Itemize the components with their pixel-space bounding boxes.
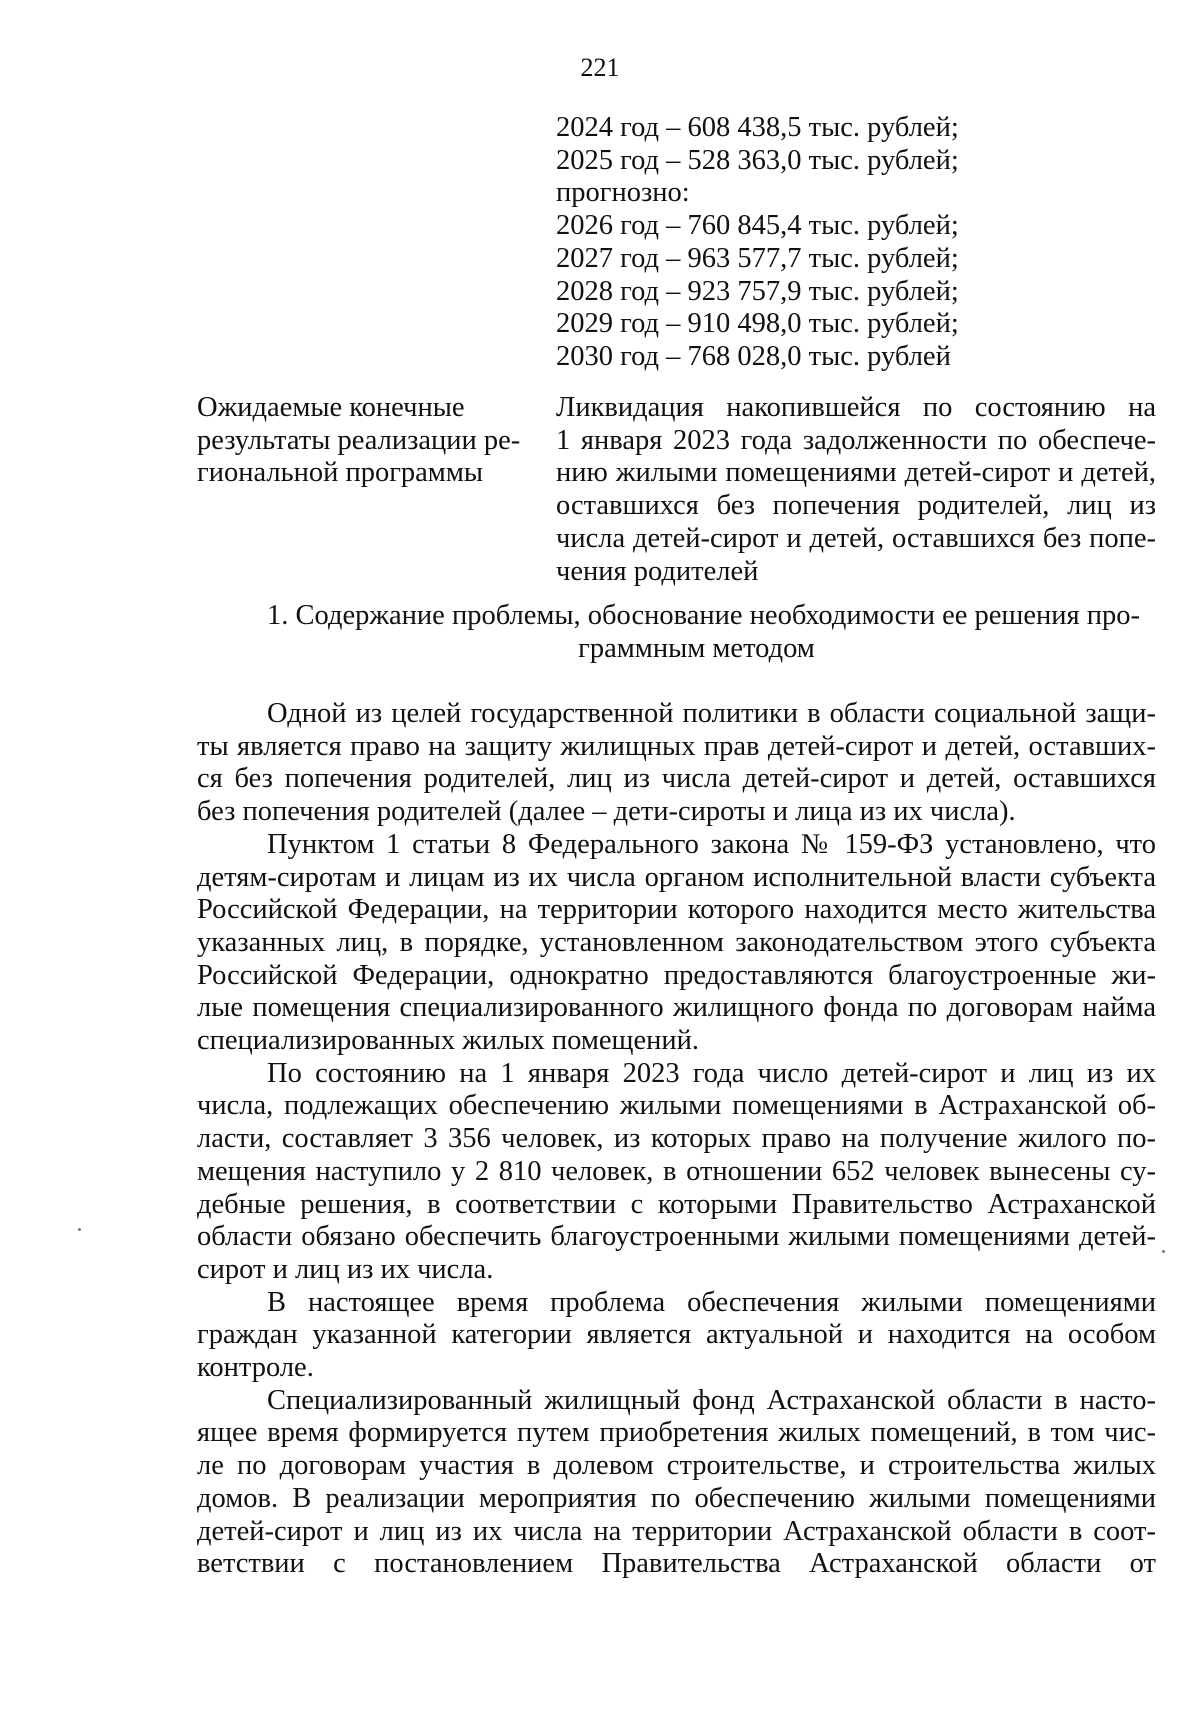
results-label-line: Ожидаемые конечные [197, 392, 465, 423]
paragraph-line: лые помещения специализированного жилищного фонда по договорам найма [197, 992, 1156, 1024]
paragraph-line: Российской Федерации, однократно предоставляются благоустроенные жи- [197, 959, 1156, 991]
paragraph-line: мещения наступило у 2 810 человек, в отношении 652 человек вынесены су- [197, 1155, 1156, 1187]
results-text-line: нию жилыми помещениями детей-сирот и детей, [556, 457, 1156, 489]
funding-line-2030: 2030 год – 768 028,0 тыс. рублей [556, 340, 951, 372]
results-text [556, 392, 1156, 588]
paragraph-line: контроле. [197, 1352, 314, 1384]
scan-speck [78, 1228, 81, 1231]
section-title-line: 1. Содержание проблемы, обоснование необходимости ее решения про- [267, 600, 1140, 631]
funding-line-2027: 2027 год – 963 577,7 тыс. рублей; [556, 242, 959, 274]
paragraph-line: Одной из целей государственной политики в области социальной защи- [267, 698, 1156, 729]
paragraph-line: детям-сиротам и лицам из их числа органом исполнительной власти субъекта [197, 861, 1156, 893]
paragraph [197, 1058, 1156, 1287]
funding-line-2025: 2025 год – 528 363,0 тыс. рублей; [556, 144, 959, 176]
paragraph-line: ты является право на защиту жилищных прав детей-сирот и детей, оставших- [197, 730, 1156, 762]
paragraph-line: указанных лиц, в порядке, установленном законодательством этого субъекта [197, 926, 1156, 958]
paragraph-line: без попечения родителей (далее – дети-сироты и лица из их числа). [197, 796, 1016, 828]
paragraph-line: ящее время формируется путем приобретения жилых помещений, в том чис- [197, 1417, 1156, 1449]
paragraph-line: детей-сирот и лиц из их числа на территории Астраханской области в соот- [197, 1515, 1156, 1547]
funding-line-2024: 2024 год – 608 438,5 тыс. рублей; [556, 112, 959, 143]
paragraph-line: ласти, составляет 3 356 человек, из которых право на получение жилого по- [197, 1123, 1156, 1155]
funding-forecast-label: прогнозно: [556, 177, 690, 209]
section-title [197, 600, 1156, 665]
section-title-line: граммным методом [578, 632, 815, 664]
paragraph [197, 698, 1156, 829]
results-label-line: гиональной программы [197, 457, 484, 489]
paragraph-line: Специализированный жилищный фонд Астраханской области в насто- [267, 1384, 1156, 1416]
body-text [197, 698, 1156, 1581]
paragraph-line: домов. В реализации мероприятия по обеспечению жилыми помещениями [197, 1482, 1156, 1514]
paragraph-line: По состоянию на 1 января 2023 года число детей-сирот и лиц из их [267, 1057, 1156, 1089]
paragraph-line: специализированных жилых помещений. [197, 1025, 700, 1057]
paragraph-line: ся без попечения родителей, лиц из числа детей-сирот и детей, оставшихся [197, 763, 1156, 795]
funding-line-2028: 2028 год – 923 757,9 тыс. рублей; [556, 275, 959, 307]
paragraph-line: В настоящее время проблема обеспечения жилыми помещениями [267, 1286, 1156, 1318]
funding-line-2029: 2029 год – 910 498,0 тыс. рублей; [556, 308, 959, 340]
results-text-line: чения родителей [556, 555, 759, 587]
paragraph-line: Пунктом 1 статьи 8 Федерального закона № 159-ФЗ установлено, что [267, 828, 1156, 860]
results-text-line: 1 января 2023 года задолженности по обеспече- [556, 424, 1156, 456]
results-text-line: числа детей-сирот и детей, оставшихся без попе- [556, 522, 1156, 554]
paragraph-line: ле по договорам участия в долевом строительстве, и строительства жилых [197, 1450, 1156, 1482]
scan-speck [1162, 1250, 1165, 1253]
paragraph-line: Российской Федерации, на территории которого находится место жительства [197, 894, 1156, 926]
results-label-line: результаты реализации ре- [197, 424, 521, 456]
paragraph-line: граждан указанной категории является актуальной и находится на особом [197, 1319, 1156, 1351]
results-text-line: оставшихся без попечения родителей, лиц из [556, 490, 1156, 522]
funding-line-2026: 2026 год – 760 845,4 тыс. рублей; [556, 210, 959, 242]
paragraph-line: сирот и лиц из их числа. [197, 1253, 494, 1285]
page-number: 221 [580, 53, 620, 82]
paragraph [197, 1287, 1156, 1385]
paragraph-line: числа, подлежащих обеспечению жилыми помещениями в Астраханской об- [197, 1090, 1156, 1122]
paragraph [197, 1385, 1156, 1581]
results-text-line: Ликвидация накопившейся по состоянию на [556, 392, 1156, 423]
funding-schedule [556, 112, 1156, 374]
paragraph-line: дебные решения, в соответствии с которыми Правительство Астраханской [197, 1188, 1156, 1220]
paragraph-line: области обязано обеспечить благоустроенными жилыми помещениями детей- [197, 1221, 1156, 1253]
results-label [197, 392, 527, 490]
paragraph-line: ветствии с постановлением Правительства Астраханской области от [197, 1548, 1156, 1580]
paragraph [197, 829, 1156, 1058]
